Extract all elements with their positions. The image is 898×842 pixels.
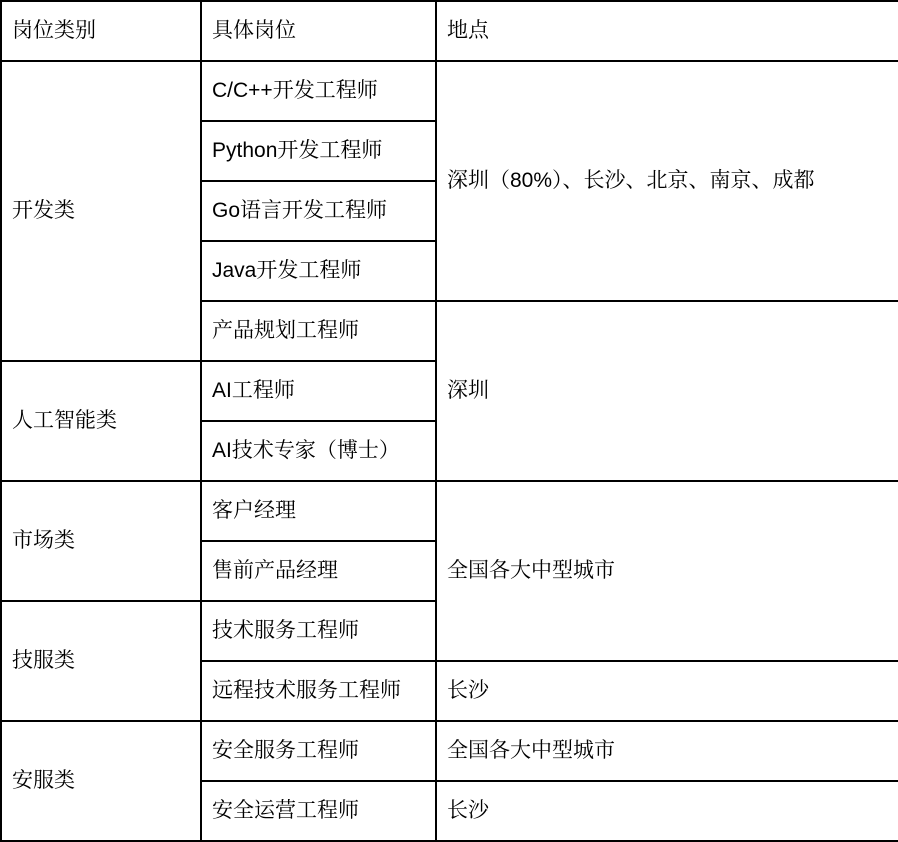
- position-cell-python: Python开发工程师: [201, 121, 436, 181]
- position-cell-ai-engineer: AI工程师: [201, 361, 436, 421]
- table-row: [1, 61, 898, 121]
- table-row: [1, 721, 898, 781]
- category-cell-ai: 人工智能类: [1, 361, 201, 481]
- position-cell-account-manager: 客户经理: [201, 481, 436, 541]
- position-cell-go: Go语言开发工程师: [201, 181, 436, 241]
- table-header-row: [1, 1, 898, 61]
- position-cell-c-cpp: C/C++开发工程师: [201, 61, 436, 121]
- category-cell-development: 开发类: [1, 61, 201, 361]
- header-location: 地点: [436, 1, 898, 61]
- position-cell-remote-tech-service: 远程技术服务工程师: [201, 661, 436, 721]
- location-cell-changsha-1: 长沙: [436, 661, 898, 721]
- header-category: 岗位类别: [1, 1, 201, 61]
- location-cell-nationwide-1: 全国各大中型城市: [436, 481, 898, 661]
- table-row: [1, 481, 898, 541]
- header-position: 具体岗位: [201, 1, 436, 61]
- position-cell-java: Java开发工程师: [201, 241, 436, 301]
- position-cell-presales-pm: 售前产品经理: [201, 541, 436, 601]
- position-cell-product-planning: 产品规划工程师: [201, 301, 436, 361]
- position-cell-ai-expert: AI技术专家（博士）: [201, 421, 436, 481]
- location-cell-changsha-2: 长沙: [436, 781, 898, 841]
- location-cell-shenzhen: 深圳: [436, 301, 898, 481]
- location-cell-dev-cities: 深圳（80%）、长沙、北京、南京、成都: [436, 61, 898, 301]
- location-cell-nationwide-2: 全国各大中型城市: [436, 721, 898, 781]
- position-cell-tech-service: 技术服务工程师: [201, 601, 436, 661]
- position-cell-security-service: 安全服务工程师: [201, 721, 436, 781]
- position-cell-security-ops: 安全运营工程师: [201, 781, 436, 841]
- category-cell-techservice: 技服类: [1, 601, 201, 721]
- category-cell-security-service: 安服类: [1, 721, 201, 841]
- category-cell-market: 市场类: [1, 481, 201, 601]
